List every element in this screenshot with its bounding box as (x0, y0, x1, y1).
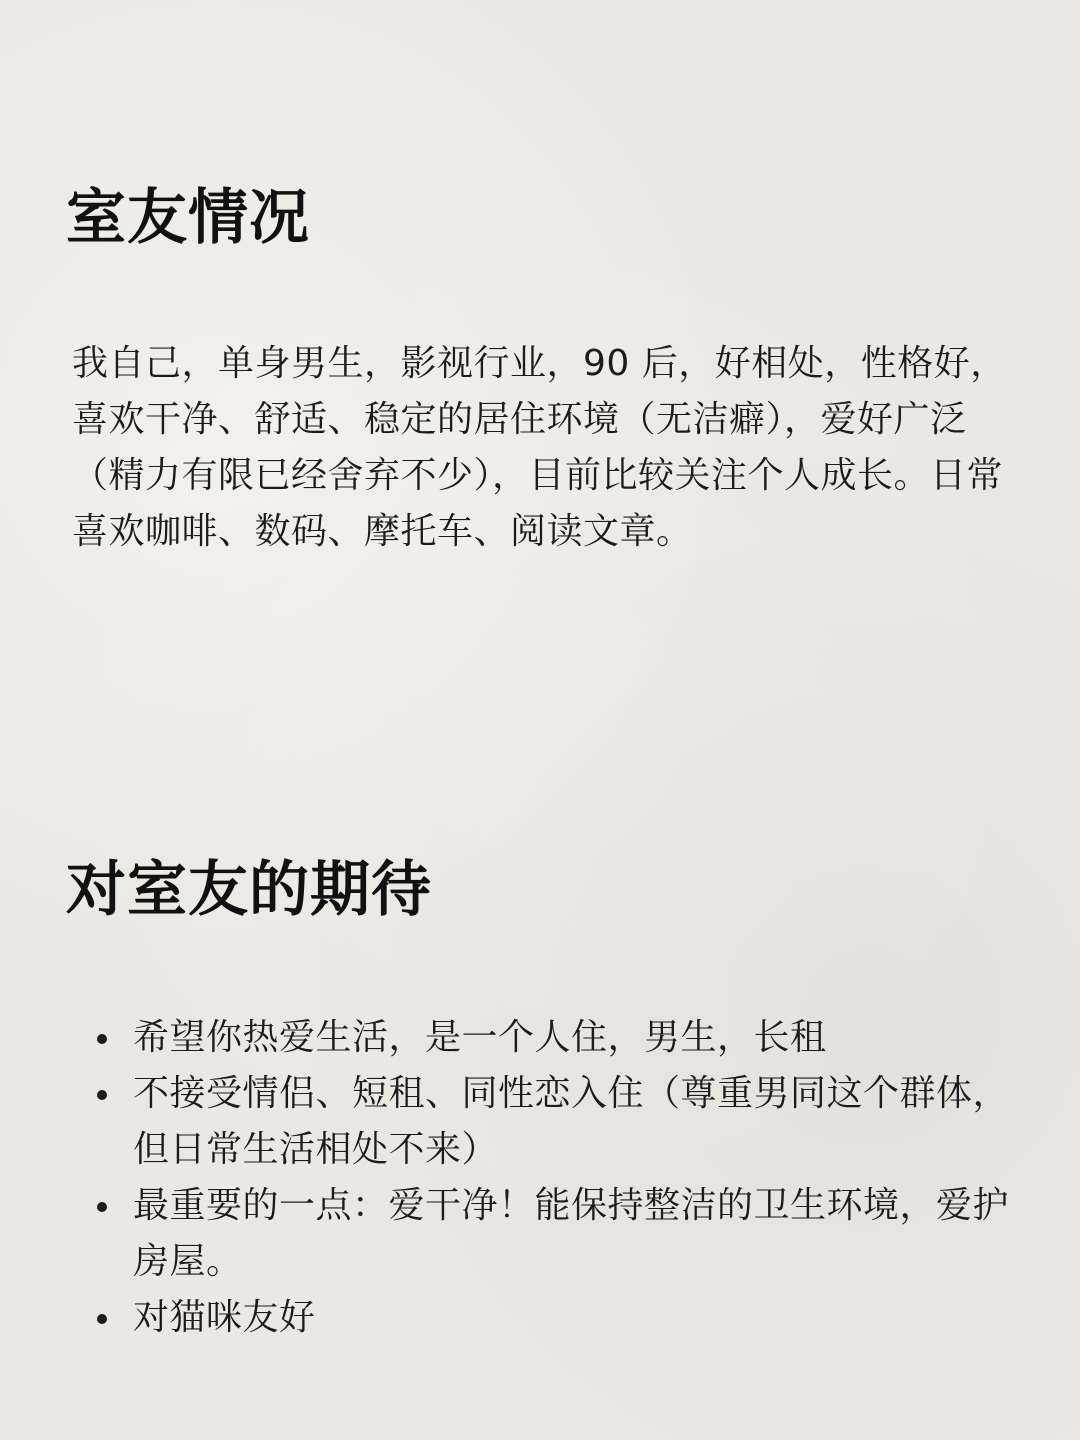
list-item (133, 1066, 1018, 1178)
list-item (133, 1290, 1018, 1346)
roommate-expectations-heading: 对室友的期待 (66, 855, 432, 925)
bullet-icon (97, 1202, 107, 1212)
expectations-list (0, 1010, 1080, 1346)
list-item-text: 不接受情侣、短租、同性恋入住（尊重男同这个群体，但日常生活相处不来） (133, 1073, 1010, 1170)
list-item (133, 1178, 1018, 1290)
roommate-info-paragraph: 我自己，单身男生，影视行业，90 后，好相处，性格好，喜欢干净、舒适、稳定的居住环境（无洁癖），爱好广泛（精力有限已经舍弃不少），目前比较关注个人成长。日常喜欢咖啡、数码、摩托车、阅读文章。 (72, 343, 1007, 552)
roommate-info-section (0, 180, 1080, 560)
roommate-expectations-section (0, 852, 1080, 1346)
list-item-text: 对猫咪友好 (133, 1297, 316, 1338)
list-item-text: 希望你热爱生活，是一个人住，男生，长租 (133, 1017, 827, 1058)
list-item (133, 1010, 1018, 1066)
list-item-text: 最重要的一点：爱干净！能保持整洁的卫生环境，爱护房屋。 (133, 1185, 1010, 1282)
bullet-icon (97, 1314, 107, 1324)
bullet-icon (97, 1090, 107, 1100)
bullet-icon (97, 1034, 107, 1044)
roommate-info-heading: 室友情况 (66, 183, 310, 253)
